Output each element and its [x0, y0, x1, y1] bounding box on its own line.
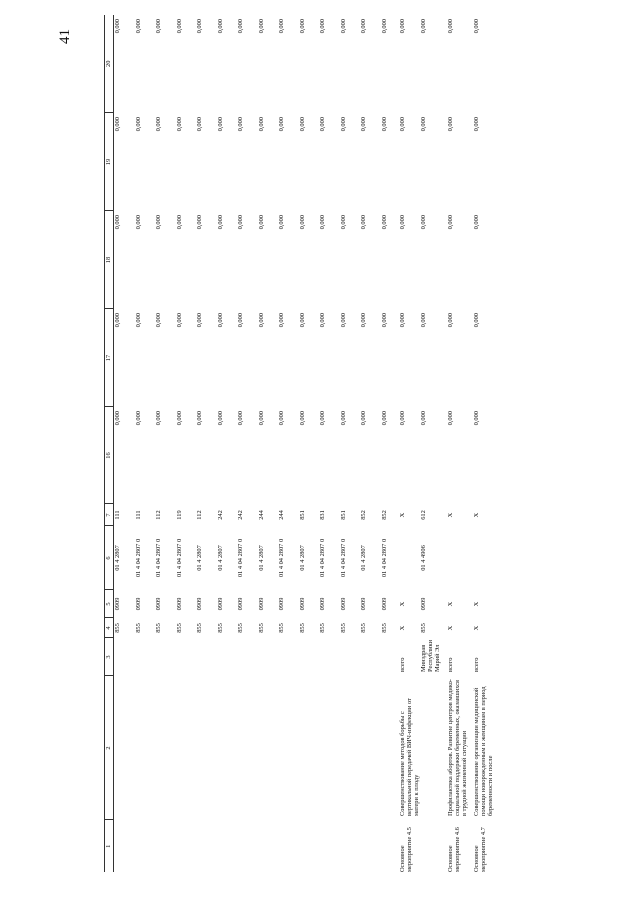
expense-type-code: 852: [380, 510, 388, 520]
responsible-executor: [135, 638, 156, 676]
section-code: 0909: [420, 597, 428, 611]
table-row: [135, 15, 156, 872]
activity-description: [135, 676, 156, 820]
table-region: [104, 15, 614, 872]
value-col-17: 0,000: [398, 313, 406, 328]
grbs-code: X: [398, 625, 406, 631]
value-col-19: 0,000: [473, 117, 481, 132]
value-col-18: 0,000: [380, 215, 388, 230]
value-col-20: 0,000: [196, 19, 203, 34]
grbs-code: 855: [196, 623, 203, 633]
section-code: 0909: [339, 597, 347, 611]
value-col-19: 0,000: [257, 117, 265, 132]
grbs-code: 855: [114, 623, 121, 633]
value-col-16: 0,000: [134, 411, 142, 426]
activity-description: [176, 676, 197, 820]
column-header: 2: [105, 676, 114, 820]
value-col-18: 0,000: [196, 215, 203, 230]
value-col-17: 0,000: [360, 313, 367, 328]
responsible-executor: [319, 638, 340, 676]
activity-description: [217, 676, 238, 820]
value-col-16: 0,000: [155, 411, 162, 426]
activity-name: [299, 820, 320, 872]
section-code: 0909: [237, 597, 244, 611]
table-header: [105, 15, 114, 872]
budget-table: [104, 15, 495, 872]
value-col-19: 0,000: [360, 117, 367, 132]
grbs-code: 855: [237, 623, 244, 633]
value-col-17: 0,000: [155, 313, 162, 328]
activity-name: [155, 820, 176, 872]
activity-name: [340, 820, 361, 872]
value-col-18: 0,000: [446, 215, 454, 230]
section-code: 0909: [298, 597, 306, 611]
grbs-code: 855: [257, 623, 265, 633]
section-code: 0909: [319, 597, 326, 611]
expense-type-code: 852: [360, 510, 367, 520]
expense-type-code: X: [398, 512, 406, 518]
section-code: 0909: [360, 597, 367, 611]
value-col-18: 0,000: [134, 215, 142, 230]
section-code: X: [446, 601, 454, 607]
value-col-16: 0,000: [339, 411, 347, 426]
value-col-20: 0,000: [237, 19, 244, 34]
column-header: 17: [105, 309, 114, 407]
table-row: [360, 15, 381, 872]
section-code: 0909: [175, 597, 183, 611]
section-code: 0909: [380, 597, 388, 611]
responsible-executor: [360, 638, 381, 676]
expense-type-code: 112: [155, 510, 162, 520]
value-col-16: 0,000: [298, 411, 306, 426]
column-header: 19: [105, 113, 114, 211]
target-article-code: 01 4 04 2807 0: [237, 538, 244, 578]
target-article-code: [468, 526, 495, 590]
responsible-executor: [114, 638, 135, 676]
value-col-20: 0,000: [380, 19, 388, 34]
responsible-executor: всего: [473, 657, 481, 672]
page-number-text: 41: [57, 29, 73, 44]
value-col-20: 0,000: [155, 19, 162, 34]
value-col-18: 0,000: [216, 215, 224, 230]
column-header: 5: [105, 590, 114, 618]
value-col-16: 0,000: [398, 411, 406, 426]
column-header: 3: [105, 638, 114, 676]
value-col-18: 0,000: [360, 215, 367, 230]
responsible-executor: [237, 638, 258, 676]
value-col-17: 0,000: [134, 313, 142, 328]
value-col-16: 0,000: [319, 411, 326, 426]
responsible-executor: [155, 638, 176, 676]
expense-type-code: 242: [237, 510, 244, 520]
value-col-20: 0,000: [473, 19, 481, 34]
value-col-17: 0,000: [319, 313, 326, 328]
expense-type-code: 831: [319, 510, 326, 520]
grbs-code: 855: [216, 623, 224, 633]
target-article-code: 01 4 2807: [257, 545, 265, 571]
expense-type-code: 851: [298, 510, 306, 520]
activity-description: [340, 676, 361, 820]
activity-description: [381, 676, 394, 820]
expense-type-code: 242: [216, 510, 224, 520]
column-header: 18: [105, 211, 114, 309]
activity-name: [278, 820, 299, 872]
expense-type-code: 111: [114, 510, 121, 520]
grbs-code: 855: [134, 623, 142, 633]
value-col-18: 0,000: [473, 215, 481, 230]
value-col-16: 0,000: [278, 411, 285, 426]
value-col-17: 0,000: [257, 313, 265, 328]
target-article-code: 01 4 04 2807 0: [380, 538, 388, 578]
target-article-code: 01 4 04 2807 0: [175, 538, 183, 578]
activity-name: [196, 820, 217, 872]
value-col-18: 0,000: [114, 215, 121, 230]
grbs-code: 855: [278, 623, 285, 633]
value-col-16: 0,000: [446, 411, 454, 426]
table-row: [155, 15, 176, 872]
page-number: [58, 28, 73, 45]
table-row: [258, 15, 279, 872]
target-article-code: 01 4 04 2807 0: [278, 538, 285, 578]
expense-type-code: 111: [134, 510, 142, 520]
expense-type-code: 119: [175, 510, 183, 520]
activity-name: [420, 820, 442, 872]
activity-name: [360, 820, 381, 872]
responsible-executor: [217, 638, 238, 676]
target-article-code: [394, 526, 421, 590]
activity-name: Основное мероприятие 4.7: [473, 827, 488, 872]
section-code: 0909: [196, 597, 203, 611]
value-col-18: 0,000: [398, 215, 406, 230]
value-col-16: 0,000: [237, 411, 244, 426]
table-row: [176, 15, 197, 872]
table-row: [237, 15, 258, 872]
value-col-19: 0,000: [339, 117, 347, 132]
grbs-code: 855: [420, 623, 428, 633]
table-row: [114, 15, 135, 872]
activity-description: [420, 676, 442, 820]
value-col-19: 0,000: [380, 117, 388, 132]
target-article-code: 01 4 04 2807 0: [319, 538, 326, 578]
value-col-19: 0,000: [155, 117, 162, 132]
value-col-16: 0,000: [216, 411, 224, 426]
grbs-code: 855: [298, 623, 306, 633]
activity-name: Основное мероприятие 4.6: [446, 827, 461, 872]
activity-name: [135, 820, 156, 872]
value-col-18: 0,000: [155, 215, 162, 230]
table-row: [319, 15, 340, 872]
value-col-17: 0,000: [473, 313, 481, 328]
value-col-17: 0,000: [339, 313, 347, 328]
value-col-20: 0,000: [360, 19, 367, 34]
value-col-16: 0,000: [175, 411, 183, 426]
table-row: [196, 15, 217, 872]
value-col-20: 0,000: [257, 19, 265, 34]
value-col-19: 0,000: [216, 117, 224, 132]
section-code: 0909: [134, 597, 142, 611]
responsible-executor: [176, 638, 197, 676]
target-article-code: [442, 526, 469, 590]
value-col-18: 0,000: [339, 215, 347, 230]
value-col-17: 0,000: [380, 313, 388, 328]
activity-description: Совершенствование методов борьбы с вертикальной передачей ВИЧ-инфекции от матери к плоду: [398, 698, 420, 816]
responsible-executor: Минздрав Республики Марий Эл: [420, 639, 442, 672]
activity-name: [258, 820, 279, 872]
value-col-17: 0,000: [114, 313, 121, 328]
value-col-18: 0,000: [278, 215, 285, 230]
activity-name: [114, 820, 135, 872]
value-col-20: 0,000: [216, 19, 224, 34]
value-col-17: 0,000: [446, 313, 454, 328]
activity-name: [381, 820, 394, 872]
value-col-20: 0,000: [278, 19, 285, 34]
responsible-executor: [299, 638, 320, 676]
value-col-20: 0,000: [175, 19, 183, 34]
expense-type-code: X: [446, 512, 454, 518]
expense-type-code: 244: [278, 510, 285, 520]
column-header: 6: [105, 526, 114, 590]
header-row: [105, 15, 114, 872]
value-col-17: 0,000: [216, 313, 224, 328]
value-col-20: 0,000: [446, 19, 454, 34]
expense-type-code: 244: [257, 510, 265, 520]
activity-name: [217, 820, 238, 872]
table-row: [468, 15, 495, 872]
section-code: 0909: [278, 597, 285, 611]
value-col-16: 0,000: [473, 411, 481, 426]
target-article-code: 01 4 2807: [216, 545, 224, 571]
responsible-executor: всего: [398, 657, 406, 672]
section-code: 0909: [216, 597, 224, 611]
grbs-code: 855: [319, 623, 326, 633]
value-col-20: 0,000: [319, 19, 326, 34]
table-row: [420, 15, 442, 872]
rotated-table-container: [104, 15, 614, 872]
value-col-16: 0,000: [257, 411, 265, 426]
activity-description: [278, 676, 299, 820]
activity-description: [299, 676, 320, 820]
target-article-code: 01 4 2807: [196, 545, 203, 571]
grbs-code: 855: [175, 623, 183, 633]
value-col-20: 0,000: [398, 19, 406, 34]
value-col-16: 0,000: [114, 411, 121, 426]
value-col-19: 0,000: [114, 117, 121, 132]
value-col-20: 0,000: [420, 19, 428, 34]
value-col-19: 0,000: [319, 117, 326, 132]
value-col-19: 0,000: [134, 117, 142, 132]
table-row: [381, 15, 394, 872]
activity-name: Основное мероприятие 4.5: [398, 827, 413, 872]
value-col-16: 0,000: [196, 411, 203, 426]
target-article-code: 01 4 2807: [360, 545, 367, 571]
responsible-executor: [258, 638, 279, 676]
activity-name: [319, 820, 340, 872]
table-row: [340, 15, 361, 872]
value-col-18: 0,000: [257, 215, 265, 230]
activity-description: Профилактика абортов. Развитие центров медико-социальной поддержки беременных, оказавшихся в трудной жизненной ситуации: [446, 679, 468, 816]
column-header: 16: [105, 407, 114, 504]
section-code: X: [398, 601, 406, 607]
activity-name: [237, 820, 258, 872]
value-col-19: 0,000: [278, 117, 285, 132]
value-col-20: 0,000: [134, 19, 142, 34]
table-row: [278, 15, 299, 872]
value-col-19: 0,000: [298, 117, 306, 132]
activity-description: [258, 676, 279, 820]
column-header: 7: [105, 504, 114, 526]
value-col-18: 0,000: [319, 215, 326, 230]
value-col-17: 0,000: [420, 313, 428, 328]
activity-description: [155, 676, 176, 820]
target-article-code: 01 4 04 2807 0: [134, 538, 142, 578]
responsible-executor: [381, 638, 394, 676]
grbs-code: X: [446, 625, 454, 631]
value-col-19: 0,000: [175, 117, 183, 132]
value-col-20: 0,000: [114, 19, 121, 34]
value-col-17: 0,000: [278, 313, 285, 328]
grbs-code: X: [473, 625, 481, 631]
value-col-17: 0,000: [237, 313, 244, 328]
target-article-code: 01 4 04 2807 0: [155, 538, 162, 578]
activity-description: [360, 676, 381, 820]
activity-description: [196, 676, 217, 820]
activity-description: [237, 676, 258, 820]
expense-type-code: 851: [339, 510, 347, 520]
table-body: [114, 15, 495, 872]
table-row: [217, 15, 238, 872]
value-col-17: 0,000: [175, 313, 183, 328]
value-col-19: 0,000: [446, 117, 454, 132]
grbs-code: 855: [155, 623, 162, 633]
value-col-19: 0,000: [196, 117, 203, 132]
value-col-19: 0,000: [398, 117, 406, 132]
grbs-code: 855: [380, 623, 388, 633]
value-col-19: 0,000: [420, 117, 428, 132]
responsible-executor: [278, 638, 299, 676]
value-col-20: 0,000: [339, 19, 347, 34]
expense-type-code: 612: [420, 510, 428, 520]
value-col-16: 0,000: [360, 411, 367, 426]
target-article-code: 01 4 4906: [420, 545, 428, 571]
value-col-18: 0,000: [420, 215, 428, 230]
value-col-17: 0,000: [298, 313, 306, 328]
value-col-16: 0,000: [380, 411, 388, 426]
table-row: [442, 15, 469, 872]
column-header: 20: [105, 15, 114, 113]
section-code: 0909: [257, 597, 265, 611]
grbs-code: 855: [339, 623, 347, 633]
activity-description: [114, 676, 135, 820]
expense-type-code: X: [473, 512, 481, 518]
value-col-18: 0,000: [298, 215, 306, 230]
value-col-18: 0,000: [237, 215, 244, 230]
target-article-code: 01 4 2807: [114, 545, 121, 571]
target-article-code: 01 4 2807: [298, 545, 306, 571]
target-article-code: 01 4 04 2807 0: [339, 538, 347, 578]
column-header: 4: [105, 618, 114, 638]
section-code: 0909: [155, 597, 162, 611]
table-row: [299, 15, 320, 872]
grbs-code: 855: [360, 623, 367, 633]
value-col-17: 0,000: [196, 313, 203, 328]
section-code: X: [473, 601, 481, 607]
value-col-19: 0,000: [237, 117, 244, 132]
column-header: 1: [105, 820, 114, 872]
value-col-16: 0,000: [420, 411, 428, 426]
expense-type-code: 112: [196, 510, 203, 520]
responsible-executor: [196, 638, 217, 676]
section-code: 0909: [114, 597, 121, 611]
responsible-executor: всего: [446, 657, 454, 672]
table-row: [394, 15, 421, 872]
activity-name: [176, 820, 197, 872]
value-col-20: 0,000: [298, 19, 306, 34]
responsible-executor: [340, 638, 361, 676]
activity-description: [319, 676, 340, 820]
activity-description: Совершенствование организации медицинской помощи новорожденным и женщинам в период беременности и после: [473, 686, 495, 816]
value-col-18: 0,000: [175, 215, 183, 230]
